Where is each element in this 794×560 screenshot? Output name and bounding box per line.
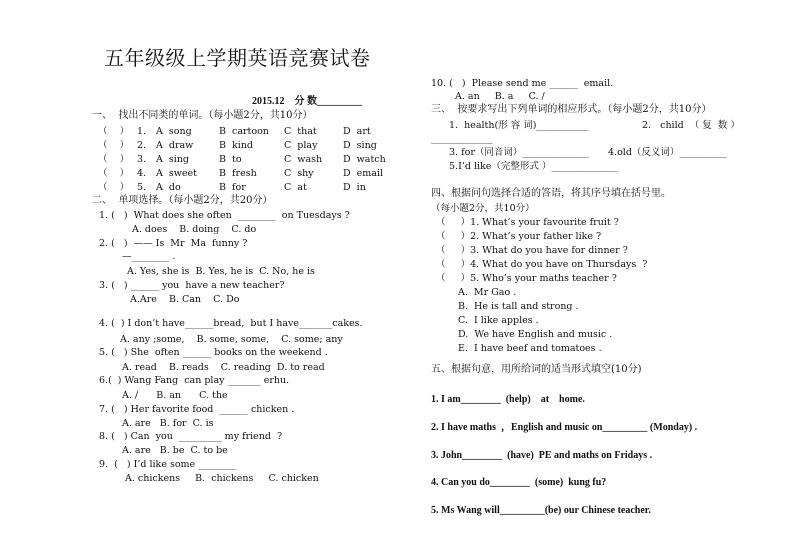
option-b: B cartoon	[219, 126, 269, 137]
section4-question-2[interactable]: （ ）2. What’s your father like ?	[436, 231, 602, 242]
answer-bracket[interactable]: （ ）	[98, 168, 130, 179]
option-d: D art	[343, 126, 371, 137]
item-number: 4.	[137, 168, 147, 179]
section3-line-2b: 4.old（反义词）__________	[608, 147, 727, 158]
item-number: 1.	[137, 126, 147, 137]
question-6: 6.( ) Wang Fang can play _______ erhu.	[99, 375, 290, 386]
answer-bracket[interactable]: （ ）	[98, 154, 130, 165]
option-b: B fresh	[219, 168, 257, 179]
section4-heading: 四、根据问句选择合适的答语，将其序号填在括号里。	[431, 188, 671, 199]
section1-heading: 一、 找出不同类的单词。（每小题2分，共10分）	[92, 110, 313, 121]
question-1-options: A. does B. doing C. do	[132, 224, 257, 235]
section3-heading: 三、 按要求写出下列单词的相应形式。（每小题2分，共10分）	[431, 104, 712, 115]
question-10-options: A. an B. a C. /	[455, 91, 545, 102]
answer-bracket[interactable]: （ ）	[98, 126, 130, 137]
option-d: D email	[343, 168, 384, 179]
page-title: 五年级级上学期英语竞赛试卷	[104, 46, 371, 70]
section4-answer-a: A. Mr Gao .	[458, 287, 517, 298]
question-9-options: A. chickens B. chickens C. chicken	[125, 473, 319, 484]
question-5: 5. ( ) She often ______ books on the weekend .	[99, 347, 328, 358]
question-10: 10. ( ) Please send me ______ email.	[431, 78, 614, 89]
option-d: D in	[343, 182, 366, 193]
option-b: B kind	[219, 140, 254, 151]
option-d: D sing	[343, 140, 377, 151]
section2-heading: 二、 单项选择。（每小题2分，共20分）	[92, 195, 273, 206]
option-c: C that	[284, 126, 317, 137]
question-5-options: A. read B. reads C. reading D. to read	[122, 362, 325, 373]
question-1: 1. ( ) What does she often ________ on Tuesdays ?	[99, 210, 350, 221]
question-6-options: A. / B. an C. the	[122, 390, 228, 401]
answer-bracket[interactable]: （ ）	[98, 182, 130, 193]
section4-answer-e: E. I have beef and tomatoes .	[458, 343, 602, 354]
question-7-options: A. are B. for C. is	[122, 418, 214, 429]
section5-item-2: 2. I have maths ，English and music on_________ (Monday) .	[431, 422, 698, 433]
section4-question-4[interactable]: （ ）4. What do you have on Thursdays ?	[436, 259, 648, 270]
section4-answer-d: D. We have English and music .	[458, 329, 613, 340]
score-line: 2015.12 分 数_________	[252, 96, 362, 107]
section4-answer-c: C. I like apples .	[458, 315, 539, 326]
section3-line-1b: 2. child （ 复 数 ）	[642, 120, 740, 131]
section4-question-1[interactable]: （ ）1. What’s your favourite fruit ?	[436, 217, 619, 228]
section3-line-2a: 3. for（同音词）______________	[449, 147, 589, 158]
question-7: 7. ( ) Her favorite food ______ chicken .	[99, 404, 295, 415]
option-c: C at	[284, 182, 307, 193]
option-b: B for	[219, 182, 246, 193]
section5-item-1: 1. I am________ (help) at home.	[431, 394, 585, 405]
question-8-options: A. are B. be C. to be	[122, 445, 228, 456]
option-c: C play	[284, 140, 318, 151]
option-a: A song	[156, 126, 192, 137]
option-c: C wash	[284, 154, 323, 165]
item-number: 3.	[137, 154, 147, 165]
item-number: 5.	[137, 182, 147, 193]
question-2-blank: —________ .	[122, 251, 176, 262]
option-c: C shy	[284, 168, 314, 179]
answer-bracket[interactable]: （ ）	[98, 140, 130, 151]
section4-subheading: （每小题2分，共10分）	[431, 203, 535, 214]
section4-answer-b: B. He is tall and strong .	[458, 301, 579, 312]
option-a: A sing	[156, 154, 190, 165]
section4-question-5[interactable]: （ ）5. Who’s your maths teacher ?	[436, 273, 617, 284]
section3-line-1a: 1. health(形 容 词)___________	[449, 120, 589, 131]
section4-question-3[interactable]: （ ）3. What do you have for dinner ?	[436, 245, 628, 256]
option-d: D watch	[343, 154, 386, 165]
option-a: A do	[156, 182, 181, 193]
question-2: 2. ( ) —— Is Mr Ma funny ?	[99, 238, 248, 249]
question-9: 9. ( ) I’d like some ________	[99, 459, 237, 470]
section5-item-5: 5. Ms Wang will_________(be) our Chinese teacher.	[431, 505, 651, 516]
item-number: 2.	[137, 140, 147, 151]
question-2-options: A. Yes, she is B. Yes, he is C. No, he is	[127, 266, 315, 277]
option-a: A draw	[156, 140, 194, 151]
question-4: 4. ( ) I don’t have______bread, but I have_______cakes.	[99, 318, 363, 329]
section3-line-3: 5.I’d like（完整形式 ）______________	[449, 161, 618, 172]
question-3: 3. ( ) ______ you have a new teacher?	[99, 280, 285, 291]
option-a: A sweet	[156, 168, 197, 179]
section5-heading: 五、根据句意，用所给词的适当形式填空(10分)	[431, 364, 642, 375]
section5-item-4: 4. Can you do________ (some) kung fu?	[431, 477, 607, 488]
option-b: B to	[219, 154, 242, 165]
question-4-options: A. any ;some, B. some, some, C. some; any	[120, 334, 343, 345]
section5-item-3: 3. John________ (have) PE and maths on Fridays .	[431, 450, 653, 461]
question-3-options: A.Are B. Can C. Do	[130, 294, 240, 305]
section3-line-1c: _____________	[431, 133, 493, 144]
question-8: 8. ( ) Can you _________ my friend ?	[99, 431, 283, 442]
